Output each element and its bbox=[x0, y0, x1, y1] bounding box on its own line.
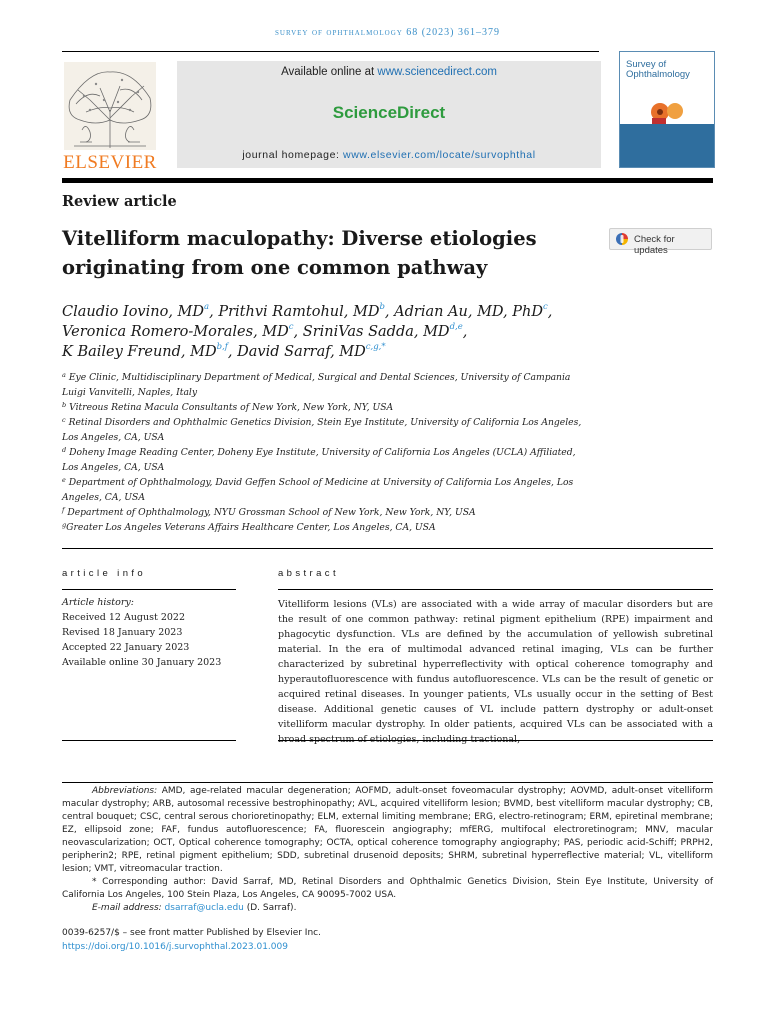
author-affiliation-sup[interactable]: c bbox=[542, 302, 548, 312]
abstract-heading: abstract bbox=[278, 568, 339, 579]
article-info-heading: article info bbox=[62, 568, 147, 579]
affiliation-sup: b bbox=[62, 401, 67, 409]
author-affiliation-sup[interactable]: c bbox=[288, 322, 294, 332]
affiliation-item bbox=[62, 475, 582, 505]
history-received: Received 12 August 2022 bbox=[62, 612, 186, 623]
affiliation-sup: a bbox=[62, 371, 66, 379]
journal-homepage-link[interactable]: www.elsevier.com/locate/survophthal bbox=[343, 149, 536, 161]
affiliation-text: Department of Ophthalmology, NYU Grossman School of New York, New York, NY, USA bbox=[67, 507, 476, 518]
author-list bbox=[62, 302, 622, 362]
email-note bbox=[62, 902, 713, 915]
affiliation-sup: c bbox=[62, 416, 66, 424]
author-separator: , bbox=[547, 304, 553, 320]
affiliation-list bbox=[62, 370, 582, 535]
author-name[interactable]: Veronica Romero-Morales, MD bbox=[62, 324, 289, 340]
abbreviations-label: Abbreviations: bbox=[92, 786, 158, 796]
journal-cover[interactable] bbox=[619, 51, 715, 168]
check-for-updates-button[interactable] bbox=[609, 228, 712, 256]
abstract-rule-bottom bbox=[278, 740, 713, 741]
author-name[interactable]: SriniVas Sadda, MD bbox=[302, 324, 450, 340]
affiliation-sup: d bbox=[62, 446, 67, 454]
affiliation-text: Department of Ophthalmology, David Geffen School of Medicine at University of California Los Angeles, Los Angeles, CA, USA bbox=[62, 477, 574, 503]
author-separator: , bbox=[209, 304, 219, 320]
author-name[interactable]: Prithvi Ramtohul, MD bbox=[218, 304, 380, 320]
footnotes bbox=[62, 785, 713, 915]
check-updates-icon bbox=[614, 232, 630, 246]
author-affiliation-sup[interactable]: b bbox=[379, 302, 385, 312]
author-separator: , bbox=[227, 344, 238, 360]
affiliation-sup: e bbox=[62, 476, 66, 484]
affiliation-text: Eye Clinic, Multidisciplinary Department of Medical, Surgical and Dental Sciences, University of Campania Luigi Vanvitelli, Naples, Italy bbox=[62, 372, 571, 398]
history-online: Available online 30 January 2023 bbox=[62, 657, 222, 668]
affiliation-item bbox=[62, 370, 582, 400]
author-separator: , bbox=[384, 304, 395, 320]
cover-title bbox=[626, 60, 690, 80]
affiliation-text: Vitreous Retina Macula Consultants of New York, New York, NY, USA bbox=[69, 402, 394, 413]
abbreviations-note bbox=[62, 785, 713, 876]
journal-homepage-line bbox=[177, 149, 601, 161]
author-separator: , bbox=[462, 324, 468, 340]
available-online-line bbox=[177, 66, 601, 78]
journal-homepage-label: journal homepage: bbox=[242, 149, 344, 161]
author-affiliation-sup[interactable]: a bbox=[204, 302, 210, 312]
publication-info bbox=[62, 926, 462, 954]
email-label: E-mail address: bbox=[92, 903, 162, 913]
abstract-rule-top bbox=[278, 589, 713, 590]
affiliation-sup: g bbox=[62, 521, 67, 529]
affiliation-text: Greater Los Angeles Veterans Affairs Healthcare Center, Los Angeles, CA, USA bbox=[66, 522, 436, 533]
author-name[interactable]: Adrian Au, MD, PhD bbox=[394, 304, 543, 320]
abstract-text: Vitelliform lesions (VLs) are associated with a wide array of macular disorders but are the result of one common pathway: retinal pigment epithelium (RPE) impairment and phagocytic dysfunction. VLs are defined by the accumulation of yellowish subretinal material. In the era of multimodal advanced retinal imaging, VLs can be further characterized by subretinal hyperreflectivity with optical coherence tomography and hyperautofluorescence with fundus autofluorescence. VLs can be the result of genetic or acquired retinal diseases. In younger patients, VLs usually occur in the setting of Best disease. Additional genetic causes of VL include pattern dystrophy or adult-onset vitelliform macular dystrophy. In older patients, acquired VLs can be associated with a bbox=[278, 599, 713, 730]
section-divider bbox=[62, 548, 713, 549]
sciencedirect-banner bbox=[177, 61, 601, 168]
history-label: Article history: bbox=[62, 597, 134, 608]
top-rule bbox=[62, 51, 599, 52]
email-suffix: (D. Sarraf). bbox=[243, 903, 297, 913]
check-updates-label: Check for updates bbox=[634, 234, 675, 256]
eye-image-icon bbox=[648, 98, 688, 126]
affiliation-item bbox=[62, 415, 582, 445]
article-history bbox=[62, 595, 236, 670]
journal-reference: survey of ophthalmology 68 (2023) 361–379 bbox=[275, 27, 500, 38]
history-revised: Revised 18 January 2023 bbox=[62, 627, 183, 638]
affiliation-text: Retinal Disorders and Ophthalmic Genetics Division, Stein Eye Institute, University of California Los Angeles, Los Angeles, CA, USA bbox=[62, 417, 582, 443]
abbreviations-text: AMD, age-related macular degeneration; AOFMD, adult-onset foveomacular dystrophy; AOVMD, adult-onset vitelliform macular dystrophy; ARB, autosomal recessive bestrophinopathy; AVL, acquired vitelliform lesion; BVMD, best vitelliform macular dystrophy; CB, central bouquet; CSC, central serous chorioretinopathy; ELM, external limiting membrane; ERG, electro-retinogram; ERM, epiretinal membrane; EZ, ellipsoid zone; FAF, fundus autofluorescence; FA, fluorescein angiography; mfERG, multifocal electroretinogram; MNV, macular neovascularization; OCT, Optical coherence tomography; OCTA, optical coherence tomography angiography; PAS, periodic acid-Schiff; PRPH2, peripherin2; RPE, retinal pigment epithelium; SDD, subretinal drusenoid deposits; SHRM, subretinal hyperreflective material; VL, vitelliform lesion; VMT, vitreomacular traction. bbox=[62, 786, 713, 874]
author-name[interactable]: David Sarraf, MD bbox=[237, 344, 366, 360]
author-affiliation-sup[interactable]: c,g,* bbox=[365, 342, 386, 352]
corresponding-author-note: * Corresponding author: David Sarraf, MD, Retinal Disorders and Ophthalmic Genetics Division, Stein Eye Institute, University of California Los Angeles, 100 Stein Plaza, Los Angeles, CA 90095-7002 USA. bbox=[62, 877, 713, 900]
article-title: Vitelliform maculopathy: Diverse etiologies originating from one common pathway bbox=[62, 227, 537, 279]
cover-title-line2: Ophthalmology bbox=[626, 69, 690, 80]
affiliation-item bbox=[62, 445, 582, 475]
affiliation-text: Doheny Image Reading Center, Doheny Eye Institute, University of California Los Angeles (UCLA) Affiliated, Los Angeles, CA, USA bbox=[62, 447, 576, 473]
author-separator: , bbox=[293, 324, 303, 340]
affiliation-item bbox=[62, 400, 582, 415]
footnote-rule bbox=[62, 782, 713, 783]
elsevier-wordmark: ELSEVIER bbox=[63, 152, 157, 173]
author-name[interactable]: Claudio Iovino, MD bbox=[62, 304, 205, 320]
affiliation-item bbox=[62, 505, 582, 520]
history-accepted: Accepted 22 January 2023 bbox=[62, 642, 190, 653]
author-affiliation-sup[interactable]: d,e bbox=[449, 322, 463, 332]
author-name[interactable]: K Bailey Freund, MD bbox=[62, 344, 217, 360]
author-affiliation-sup[interactable]: b,f bbox=[216, 342, 228, 352]
email-link[interactable]: dsarraf@ucla.edu bbox=[164, 903, 244, 913]
cover-title-line1: Survey of bbox=[626, 59, 667, 70]
affiliation-sup: f bbox=[62, 506, 65, 514]
issn-line: 0039-6257/$ – see front matter Published by Elsevier Inc. bbox=[62, 928, 321, 938]
elsevier-tree-icon bbox=[60, 60, 160, 152]
sciencedirect-brand[interactable]: ScienceDirect bbox=[332, 103, 446, 122]
available-online-label: Available online at bbox=[281, 66, 378, 78]
article-info-rule-bottom bbox=[62, 740, 236, 741]
doi-link[interactable]: https://doi.org/10.1016/j.survophthal.2023.01.009 bbox=[62, 942, 288, 952]
affiliation-item bbox=[62, 520, 582, 535]
header-thick-rule bbox=[62, 178, 713, 183]
article-info-rule-top bbox=[62, 589, 236, 590]
elsevier-logo[interactable] bbox=[60, 60, 160, 173]
sciencedirect-link[interactable]: www.sciencedirect.com bbox=[377, 66, 497, 78]
article-type: Review article bbox=[62, 193, 177, 210]
